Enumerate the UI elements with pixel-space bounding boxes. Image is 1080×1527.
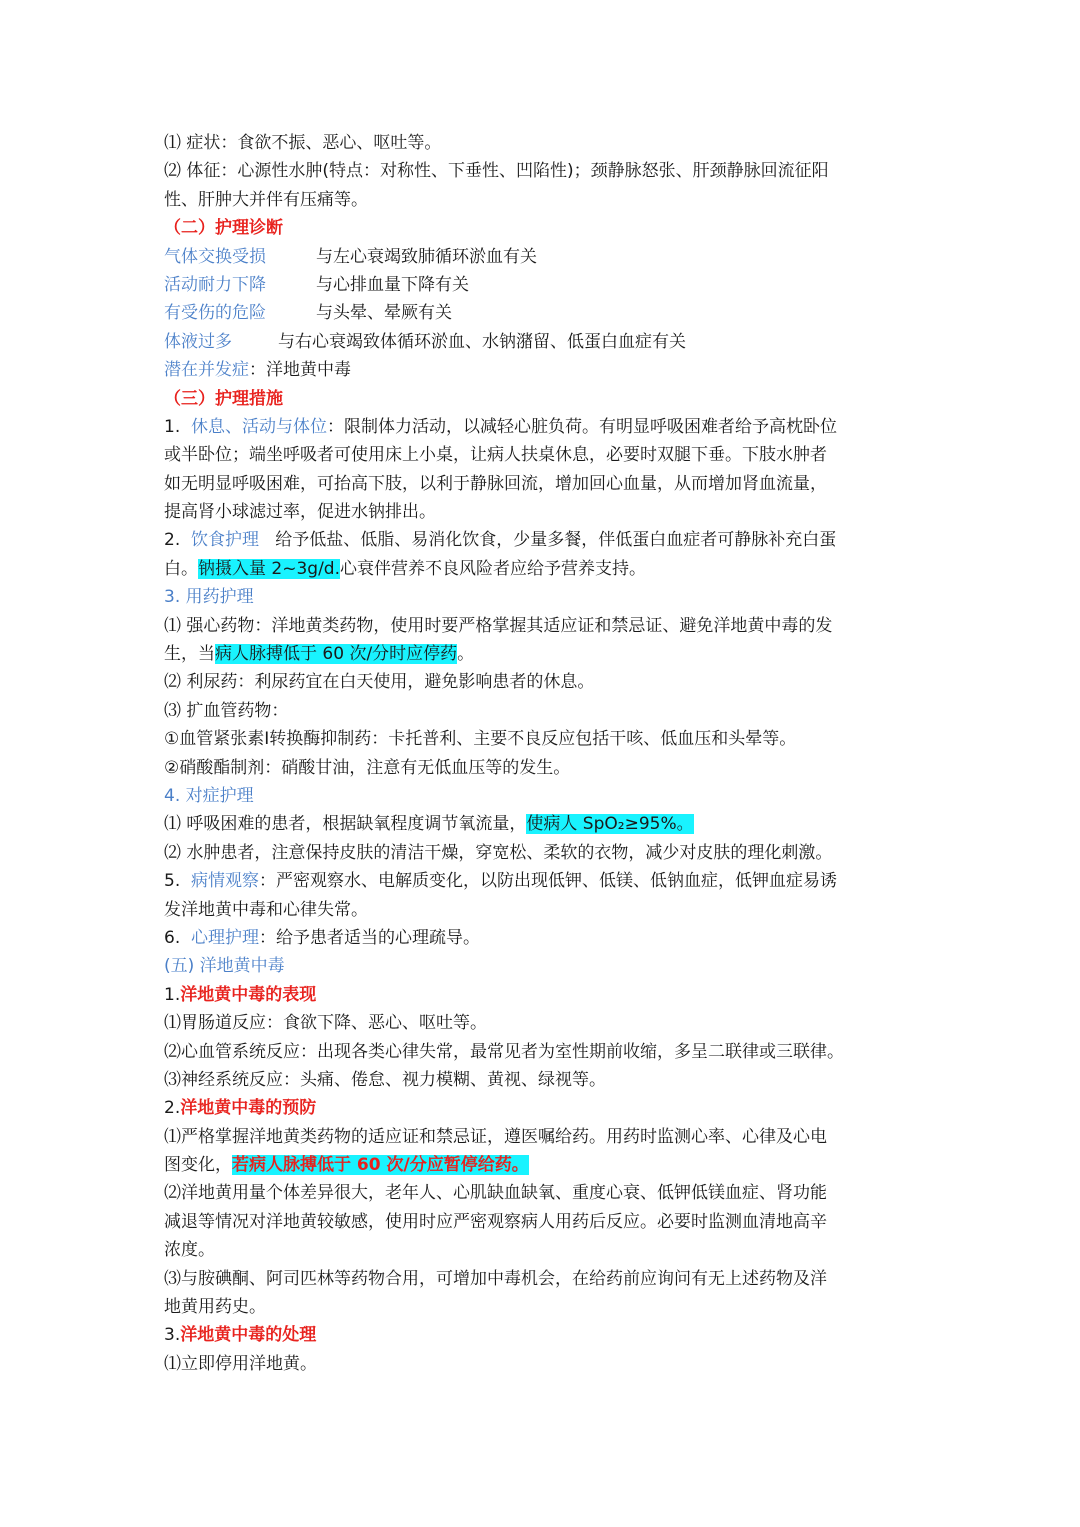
rest-line: 提高肾小球滤过率，促进水钠排出。	[164, 502, 436, 523]
item-label: 饮食护理	[191, 530, 260, 551]
treatment-line: ⑴立即停用洋地黄。	[164, 1353, 317, 1374]
diagnosis-desc: 与心排血量下降有关	[316, 274, 469, 295]
item-number: 5.	[164, 871, 181, 892]
manifestation-line: ⑶神经系统反应：头痛、倦怠、视力模糊、黄视、绿视等。	[164, 1069, 606, 1090]
symptom-care-line	[164, 810, 924, 838]
item-text: ：给予患者适当的心理疏导。	[259, 927, 481, 948]
diagnosis-term: 潜在并发症	[164, 360, 249, 381]
drug-line: ①血管紧张素Ⅰ转换酶抑制药：卡托普利、主要不良反应包括干咳、低血压和头晕等。	[164, 729, 797, 750]
subheading-treatment	[164, 1321, 924, 1349]
item-title: 洋地黄中毒的表现	[180, 984, 317, 1005]
highlight-pulse: 病人脉搏低于 60 次/分时应停药	[215, 644, 458, 665]
drug-line: ②硝酸酯制剂：硝酸甘油，注意有无低血压等的发生。	[164, 757, 571, 778]
item-number: 6.	[164, 927, 181, 948]
rest-line: 如无明显呼吸困难，可抬高下肢，以利于静脉回流，增加回心血量，从而增加肾血流量，	[164, 473, 827, 494]
diagnosis-item	[164, 299, 924, 327]
rest-line: 或半卧位；端坐呼吸者可使用床上小桌，让病人扶桌休息，必要时双腿下垂。下肢水肿者	[164, 445, 827, 466]
subheading-manifestation	[164, 981, 924, 1009]
item-text: 。	[457, 644, 475, 665]
observe-paragraph	[164, 867, 924, 895]
diagnosis-term: 活动耐力下降	[164, 274, 266, 295]
item-number: 1.	[164, 416, 181, 437]
observe-line: 发洋地黄中毒和心律失常。	[164, 899, 368, 920]
drug-line: ⑵ 利尿药：利尿药宜在白天使用，避免影响患者的休息。	[164, 672, 595, 693]
diagnosis-item	[164, 271, 924, 299]
diet-paragraph	[164, 526, 924, 554]
psych-paragraph	[164, 924, 924, 952]
diagnosis-desc: 与头晕、晕厥有关	[316, 303, 452, 324]
highlight-stop-drug: 若病人脉搏低于 60 次/分应暂停给药。	[232, 1155, 529, 1176]
document-page	[164, 129, 924, 1378]
diagnosis-term: 体液过多	[164, 331, 232, 352]
drug-line: ⑶ 扩血管药物：	[164, 700, 289, 721]
prevention-line: ⑶与胺碘酮、阿司匹林等药物合用，可增加中毒机会，在给药前应询问有无上述药物及洋	[164, 1268, 827, 1289]
diagnosis-term: 有受伤的危险	[164, 303, 266, 324]
symptom-care-line: ⑵ 水肿患者，注意保持皮肤的清洁干燥，穿宽松、柔软的衣物，减少对皮肤的理化刺激。	[164, 842, 833, 863]
item-text: ：严密观察水、电解质变化，以防出现低钾、低镁、低钠血症，低钾血症易诱	[259, 871, 838, 892]
symptom-line: ⑴ 症状：食欲不振、恶心、呕吐等。	[164, 133, 442, 153]
diagnosis-desc: 与右心衰竭致体循环淤血、水钠潴留、低蛋白血症有关	[278, 331, 686, 352]
diagnosis-desc: ：洋地黄中毒	[249, 360, 351, 381]
diet-line	[164, 555, 924, 583]
prevention-line	[164, 1151, 924, 1179]
diagnosis-term: 气体交换受损	[164, 246, 266, 267]
item-number: 3.	[164, 1325, 181, 1346]
item-number: 1.	[164, 984, 181, 1005]
rest-paragraph	[164, 413, 924, 441]
item-text: 白。	[164, 558, 198, 579]
item-number: 2.	[164, 1098, 181, 1119]
prevention-line: ⑴严格掌握洋地黄类药物的适应证和禁忌证，遵医嘱给药。用药时监测心率、心律及心电	[164, 1126, 827, 1147]
prevention-line: 浓度。	[164, 1240, 215, 1261]
item-label: 休息、活动与体位	[191, 416, 328, 437]
prevention-line: 减退等情况对洋地黄较敏感，使用时应严密观察病人用药后反应。必要时监测血清地高辛	[164, 1211, 827, 1232]
item-title: 洋地黄中毒的处理	[180, 1325, 317, 1346]
subheading-symptom-care: 4. 对症护理	[164, 785, 254, 806]
diagnosis-desc: 与左心衰竭致肺循环淤血有关	[316, 246, 537, 267]
drug-line: ⑴ 强心药物：洋地黄类药物，使用时要严格掌握其适应证和禁忌证、避免洋地黄中毒的发	[164, 615, 833, 636]
item-label: 病情观察	[191, 871, 260, 892]
diagnosis-item	[164, 328, 924, 356]
sign-line: ⑵ 体征：心源性水肿(特点：对称性、下垂性、凹陷性)；颈静脉怒张、肝颈静脉回流征阳	[164, 161, 829, 182]
sign-line-cont: 性、肝肿大并伴有压痛等。	[164, 189, 368, 210]
item-text: 生，当	[164, 644, 215, 665]
item-number: 2.	[164, 530, 181, 551]
item-text: ⑴ 呼吸困难的患者，根据缺氧程度调节氧流量，	[164, 814, 527, 835]
subheading-drug-care: 3. 用药护理	[164, 587, 254, 608]
diagnosis-item	[164, 356, 924, 384]
item-text: 图变化，	[164, 1155, 232, 1176]
section-heading-measures: （三）护理措施	[164, 388, 283, 409]
highlight-spo2: 使病人 SpO₂≥95%。	[526, 814, 694, 835]
item-text: 心衰伴营养不良风险者应给予营养支持。	[340, 558, 646, 579]
section-heading-diagnosis: （二）护理诊断	[164, 218, 283, 239]
drug-line	[164, 640, 924, 668]
diagnosis-item	[164, 243, 924, 271]
manifestation-line: ⑴胃肠道反应：食欲下降、恶心、呕吐等。	[164, 1013, 487, 1034]
prevention-line: ⑵洋地黄用量个体差异很大，老年人、心肌缺血缺氧、重度心衰、低钾低镁血症、肾功能	[164, 1183, 827, 1204]
prevention-line: 地黄用药史。	[164, 1297, 266, 1318]
highlight-sodium: 钠摄入量 2~3g/d.	[198, 558, 340, 579]
section-heading-digitalis: (五) 洋地黄中毒	[164, 956, 285, 977]
manifestation-line: ⑵心血管系统反应：出现各类心律失常，最常见者为室性期前收缩，多呈二联律或三联律。	[164, 1041, 844, 1062]
item-label: 心理护理	[191, 927, 260, 948]
subheading-prevention	[164, 1094, 924, 1122]
item-title: 洋地黄中毒的预防	[180, 1098, 317, 1119]
item-text: 给予低盐、低脂、易消化饮食，少量多餐，伴低蛋白血症者可静脉补充白蛋	[275, 530, 837, 551]
item-text: ：限制体力活动，以减轻心脏负荷。有明显呼吸困难者给予高枕卧位	[327, 416, 838, 437]
